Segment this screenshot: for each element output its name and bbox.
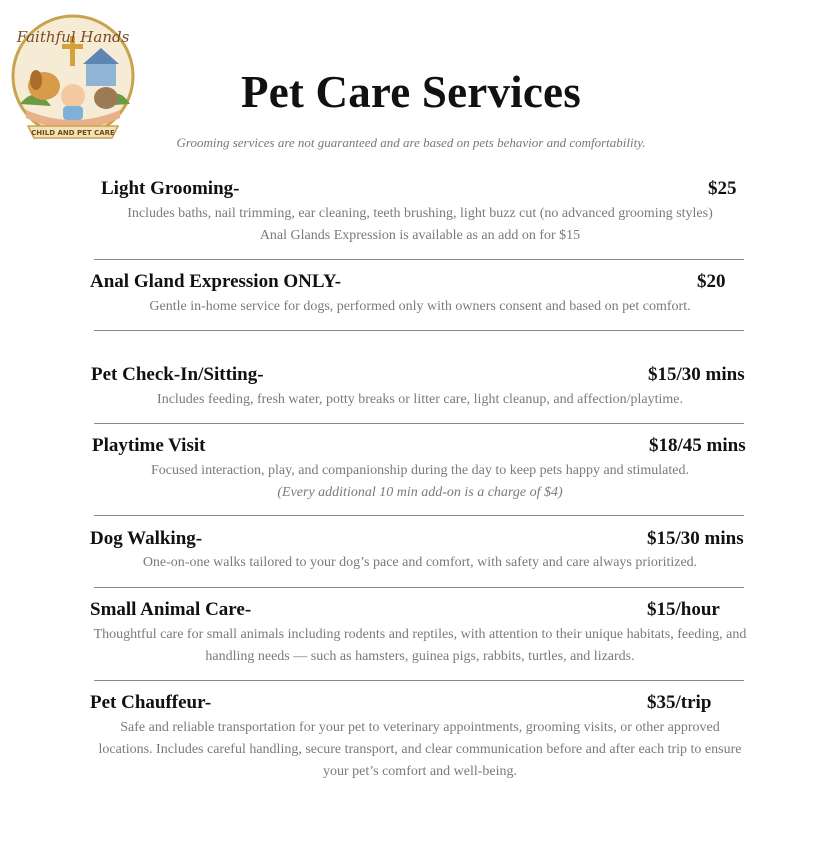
service-price: $18/45 mins [649,435,746,456]
divider [94,330,744,331]
service-description [70,203,770,247]
service-description-line: Anal Glands Expression is available as an add on for $15 [259,228,581,243]
divider [94,423,744,424]
service-price: $15/30 mins [648,364,745,385]
service-description: One-on-one walks tailored to your dog’s pace and comfort, with safety and care always prioritized. [142,555,698,570]
add-on-note: (Every additional 10 min add-on is a charge of $4) [277,485,563,500]
service-description [70,460,770,504]
service-description: Gentle in-home service for dogs, performed only with owners consent and based on pet comfort. [149,299,691,314]
service-price: $35/trip [647,692,712,713]
service-price: $20 [697,271,726,292]
service-description-line: Focused interaction, play, and companionship during the day to keep pets happy and stimulated. [151,463,689,478]
service-description-line: Includes baths, nail trimming, ear cleaning, teeth brushing, light buzz cut (no advanced grooming styles) [127,206,713,221]
service-name: Dog Walking- [90,528,203,549]
divider [94,259,744,260]
service-name: Pet Chauffeur- [90,692,212,713]
service-description: Thoughtful care for small animals including rodents and reptiles, with attention to their unique habitats, feeding, and handling needs — such as hamsters, guinea pigs, rabbits, turtles, and lizards. [93,627,747,664]
logo-banner: CHILD AND PET CARE [31,129,115,137]
service-name: Playtime Visit [92,435,206,456]
divider [94,515,744,516]
service-price: $15/hour [647,599,720,620]
service-name: Small Animal Care- [90,599,252,620]
divider [94,680,744,681]
service-name: Pet Check-In/Sitting- [91,364,264,385]
logo-script: Faithful Hands [16,28,130,46]
service-name: Light Grooming- [101,178,240,199]
page-title: Pet Care Services [241,67,581,117]
service-price: $25 [708,178,737,199]
grooming-disclaimer: Grooming services are not guaranteed and are based on pets behavior and comfortability. [176,135,646,150]
service-description: Safe and reliable transportation for your pet to veterinary appointments, grooming visits, or other approved locations. Includes careful handling, secure transport, and clear communication before and after each trip to ensure your pet’s comfort and well-being. [98,720,742,779]
service-name: Anal Gland Expression ONLY- [90,271,342,292]
service-price: $15/30 mins [647,528,744,549]
service-description: Includes feeding, fresh water, potty breaks or litter care, light cleanup, and affection/playtime. [157,392,683,407]
divider [94,587,744,588]
